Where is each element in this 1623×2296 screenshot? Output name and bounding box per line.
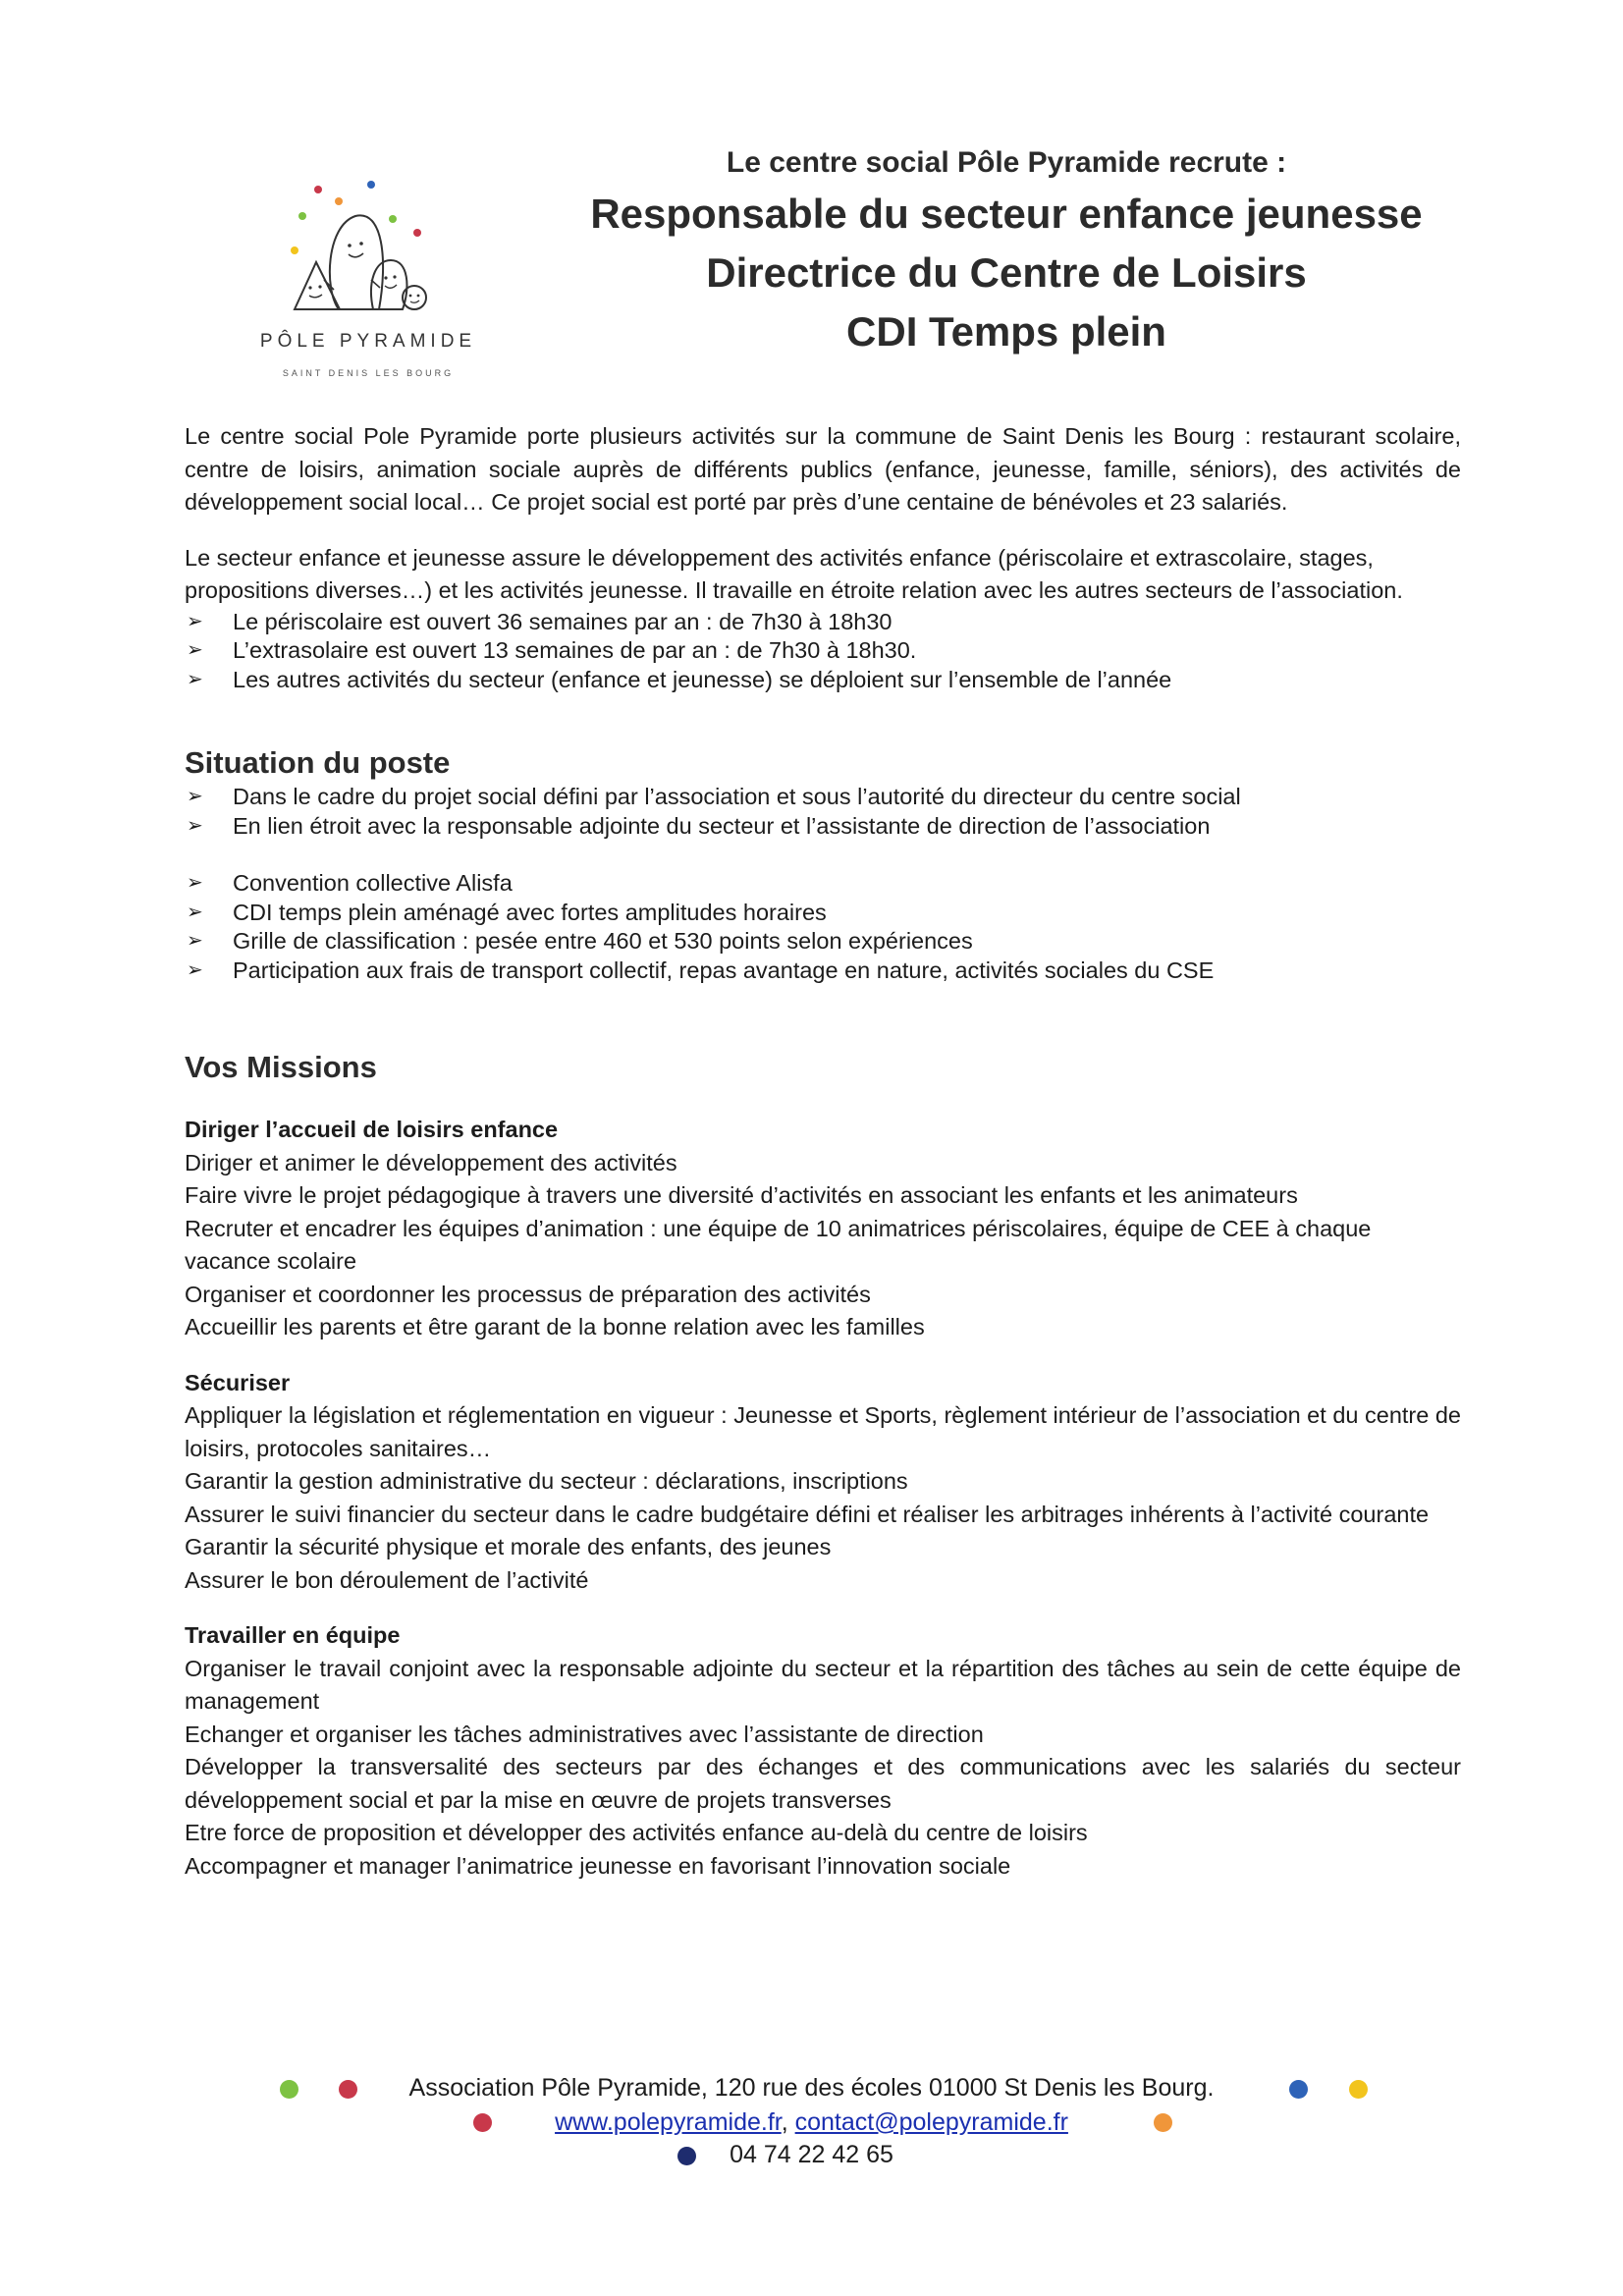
mission-title-teamwork: Travailler en équipe [185, 1622, 401, 1648]
section-title-situation: Situation du poste [185, 745, 451, 780]
arrow-bullet-icon: ➢ [187, 610, 203, 632]
list-item: ➢ Les autres activités du secteur (enfance et jeunesse) se déploient sur l’ensemble de l’année [185, 666, 1461, 695]
job-title-2: Directrice du Centre de Loisirs [706, 249, 1307, 296]
arrow-bullet-icon: ➢ [187, 930, 203, 952]
mission-line: Organiser et coordonner les processus de préparation des activités [185, 1281, 871, 1307]
logo-name: PÔLE PYRAMIDE [259, 331, 477, 352]
mission-line: Garantir la sécurité physique et morale des enfants, des jeunes [185, 1534, 832, 1559]
recruiting-line: Le centre social Pôle Pyramide recrute : [726, 146, 1287, 179]
arrow-bullet-icon: ➢ [187, 668, 203, 690]
spacer [185, 841, 1461, 869]
mission-line: Garantir la gestion administrative du secteur : déclarations, inscriptions [185, 1468, 908, 1494]
list-item: ➢ Le périscolaire est ouvert 36 semaines par an : de 7h30 à 18h30 [185, 608, 1461, 637]
footer-links [0, 2108, 1623, 2137]
mission-line: Accompagner et manager l’animatrice jeunesse en favorisant l’innovation sociale [185, 1852, 1011, 1879]
job-description [185, 420, 1461, 1883]
arrow-bullet-icon: ➢ [187, 958, 203, 981]
mission-line: Echanger et organiser les tâches administratives avec l’assistante de direction [185, 1721, 984, 1747]
spacer [185, 694, 1461, 743]
spacer [185, 1597, 1461, 1619]
sector-paragraph: Le secteur enfance et jeunesse assure le développement des activités enfance (périscolaire et extrascolaire, stages, propositions diverses…) et les activités jeunesse. Il travaille en étroite relation avec les autres secteurs de l’association. [185, 544, 1403, 603]
list-item: ➢ Participation aux frais de transport collectif, repas avantage en nature, activités sociales du CSE [185, 957, 1461, 986]
mission-line: Accueillir les parents et être garant de la bonne relation avec les familles [185, 1314, 925, 1339]
website-link[interactable]: www.polepyramide.fr [555, 2108, 782, 2136]
footer-phone: 04 74 22 42 65 [730, 2141, 893, 2168]
logo-figures-icon [245, 172, 491, 329]
list-item: ➢ En lien étroit avec la responsable adjointe du secteur et l’assistante de direction de l’association [185, 812, 1461, 842]
list-item: ➢ Grille de classification : pesée entre 460 et 530 points selon expériences [185, 927, 1461, 957]
arrow-bullet-icon: ➢ [187, 639, 203, 661]
situation-list [185, 783, 1461, 841]
mission-line: Organiser le travail conjoint avec la responsable adjointe du secteur et la répartition des tâches au sein de cette équipe de management [185, 1655, 1461, 1714]
mission-line: Faire vivre le projet pédagogique à travers une diversité d’activités en associant les enfants et les animateurs [185, 1182, 1298, 1208]
mission-line: Développer la transversalité des secteurs par des échanges et des communications avec les salariés du secteur développement social et par la mise en œuvre de projets transverses [185, 1754, 1461, 1813]
list-item: ➢ Dans le cadre du projet social défini par l’association et sous l’autorité du directeur du centre social [185, 783, 1461, 812]
arrow-bullet-icon: ➢ [187, 814, 203, 837]
link-separator: , [781, 2108, 795, 2136]
mission-line: Assurer le bon déroulement de l’activité [185, 1566, 589, 1593]
mission-line: Assurer le suivi financier du secteur dans le cadre budgétaire défini et réaliser les arbitrages inhérents à l’activité courante [185, 1501, 1430, 1527]
pole-pyramide-logo [245, 172, 491, 393]
intro-paragraph: Le centre social Pole Pyramide porte plusieurs activités sur la commune de Saint Denis les Bourg : restaurant scolaire, centre de loisirs, animation sociale auprès de différents publics (enfance, jeunesse, famille, séniors), des activités de développement social local… Ce projet social est porté par près d’une centaine de bénévoles et 23 salariés. [185, 423, 1461, 515]
arrow-bullet-icon: ➢ [187, 786, 203, 807]
spacer [185, 1344, 1461, 1367]
spacer [185, 985, 1461, 1048]
arrow-bullet-icon: ➢ [187, 872, 203, 894]
mission-line: Recruter et encadrer les équipes d’animation : une équipe de 10 animatrices périscolaires, équipe de CEE à chaque vacance scolaire [185, 1215, 1372, 1274]
mission-title-security: Sécuriser [185, 1369, 291, 1395]
list-item: ➢ L’extrasolaire est ouvert 13 semaines de par an : de 7h30 à 18h30. [185, 636, 1461, 666]
mission-line: Diriger et animer le développement des activités [185, 1149, 677, 1175]
spacer [185, 1087, 1461, 1114]
mission-line: Etre force de proposition et développer des activités enfance au-delà du centre de loisirs [185, 1820, 1088, 1845]
mission-line: Appliquer la législation et réglementation en vigueur : Jeunesse et Sports, règlement intérieur de l’association et du centre de loisirs, protocoles sanitaires… [185, 1402, 1461, 1461]
schedule-list [185, 608, 1461, 695]
arrow-bullet-icon: ➢ [187, 901, 203, 923]
conditions-list [185, 869, 1461, 985]
email-link[interactable]: contact@polepyramide.fr [794, 2108, 1068, 2136]
section-title-missions: Vos Missions [185, 1050, 377, 1084]
logo-subtitle: SAINT DENIS LES BOURG [282, 368, 455, 378]
job-title-1: Responsable du secteur enfance jeunesse [590, 191, 1423, 237]
mission-title-direction: Diriger l’accueil de loisirs enfance [185, 1117, 559, 1142]
spacer [185, 519, 1461, 542]
list-item: ➢ Convention collective Alisfa [185, 869, 1461, 899]
contract-type: CDI Temps plein [846, 308, 1166, 355]
footer-address: Association Pôle Pyramide, 120 rue des écoles 01000 St Denis les Bourg. [408, 2074, 1215, 2102]
list-item: ➢ CDI temps plein aménagé avec fortes amplitudes horaires [185, 899, 1461, 928]
